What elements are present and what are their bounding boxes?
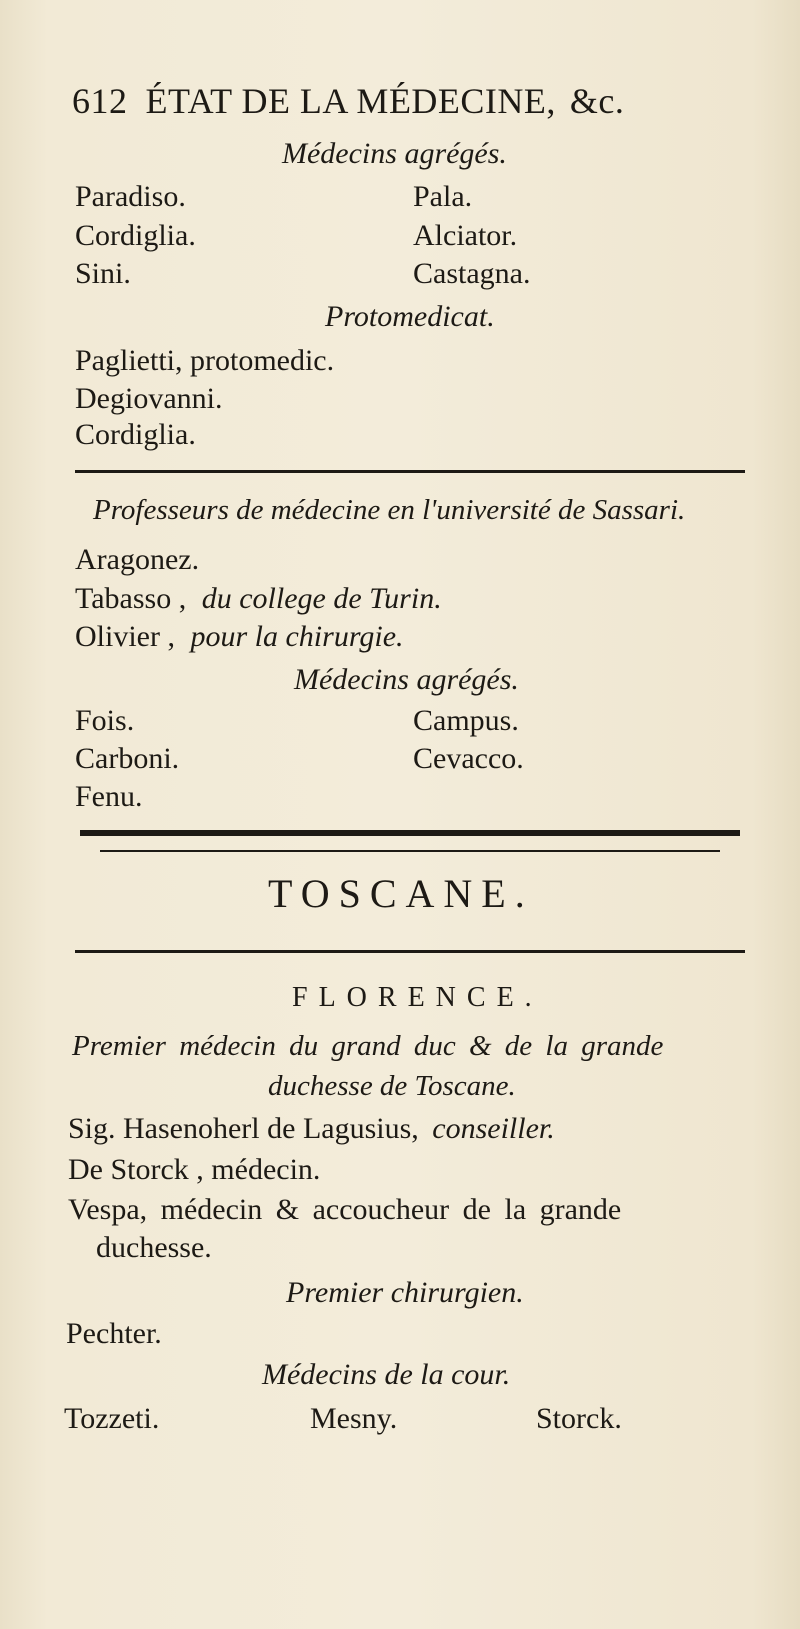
agrege-left-3: Fenu. (75, 780, 143, 813)
divider-rule-toscane (75, 950, 745, 953)
running-title: ÉTAT DE LA MÉDECINE, (145, 81, 556, 121)
entry-vespa: Vespa, médecin & accoucheur de la grande (68, 1193, 622, 1226)
subheading-medecins-cour: Médecins de la cour. (262, 1358, 511, 1391)
running-title-etc: &c. (569, 81, 625, 121)
agrege-left-2: Carboni. (75, 742, 180, 775)
subheading-medecins-agreges: Médecins agrégés. (282, 137, 507, 170)
entry-vespa-cont: duchesse. (96, 1231, 212, 1264)
subheading-protomedicat: Protomedicat. (325, 300, 495, 333)
professor-name: Aragonez. (75, 543, 200, 576)
name-right-2: Alciator. (413, 219, 518, 252)
ornamental-rule-thick (80, 830, 740, 836)
professor-3 (75, 620, 404, 654)
heading-professeurs: Professeurs de médecine en l'université de Sassari. (93, 494, 686, 526)
professor-name: Tabasso , (75, 582, 187, 615)
entry-hasenoherl (68, 1112, 555, 1146)
professor-note: pour la chirurgie. (190, 620, 404, 653)
divider-rule (75, 470, 745, 473)
entry-note: conseiller. (432, 1112, 555, 1145)
name-right-1: Pala. (413, 180, 473, 213)
agrege-right-1: Campus. (413, 704, 519, 737)
city-florence: FLORENCE. (292, 982, 543, 1013)
entry-storck: De Storck , médecin. (68, 1153, 321, 1186)
cour-name-3: Storck. (536, 1402, 622, 1435)
name-left-2: Cordiglia. (75, 219, 196, 252)
section-title-toscane: TOSCANE. (268, 871, 534, 916)
heading-premier-medecin-line2: duchesse de Toscane. (268, 1070, 516, 1102)
protomed-3: Cordiglia. (75, 418, 196, 451)
protomed-2: Degiovanni. (75, 382, 223, 415)
name-right-3: Castagna. (413, 257, 531, 290)
name-left-1: Paradiso. (75, 180, 186, 213)
entry-text: Sig. Hasenoherl de Lagusius, (68, 1112, 419, 1145)
name-left-3: Sini. (75, 257, 131, 290)
protomed-1: Paglietti, protomedic. (75, 344, 335, 377)
professor-2 (75, 582, 442, 616)
cour-name-2: Mesny. (310, 1402, 398, 1435)
professor-1 (75, 543, 199, 577)
agrege-right-2: Cevacco. (413, 742, 524, 775)
professor-name: Olivier , (75, 620, 175, 653)
page-number: 612 (72, 81, 128, 121)
chirurgien-pechter: Pechter. (66, 1317, 162, 1350)
cour-name-1: Tozzeti. (64, 1402, 160, 1435)
ornamental-rule-thin (100, 850, 720, 852)
subheading-medecins-agreges-2: Médecins agrégés. (294, 663, 519, 696)
professor-note: du college de Turin. (201, 582, 442, 615)
agrege-left-1: Fois. (75, 704, 135, 737)
running-header (72, 80, 624, 122)
subheading-premier-chirurgien: Premier chirurgien. (286, 1276, 524, 1309)
heading-premier-medecin: Premier médecin du grand duc & de la grande (72, 1030, 664, 1062)
